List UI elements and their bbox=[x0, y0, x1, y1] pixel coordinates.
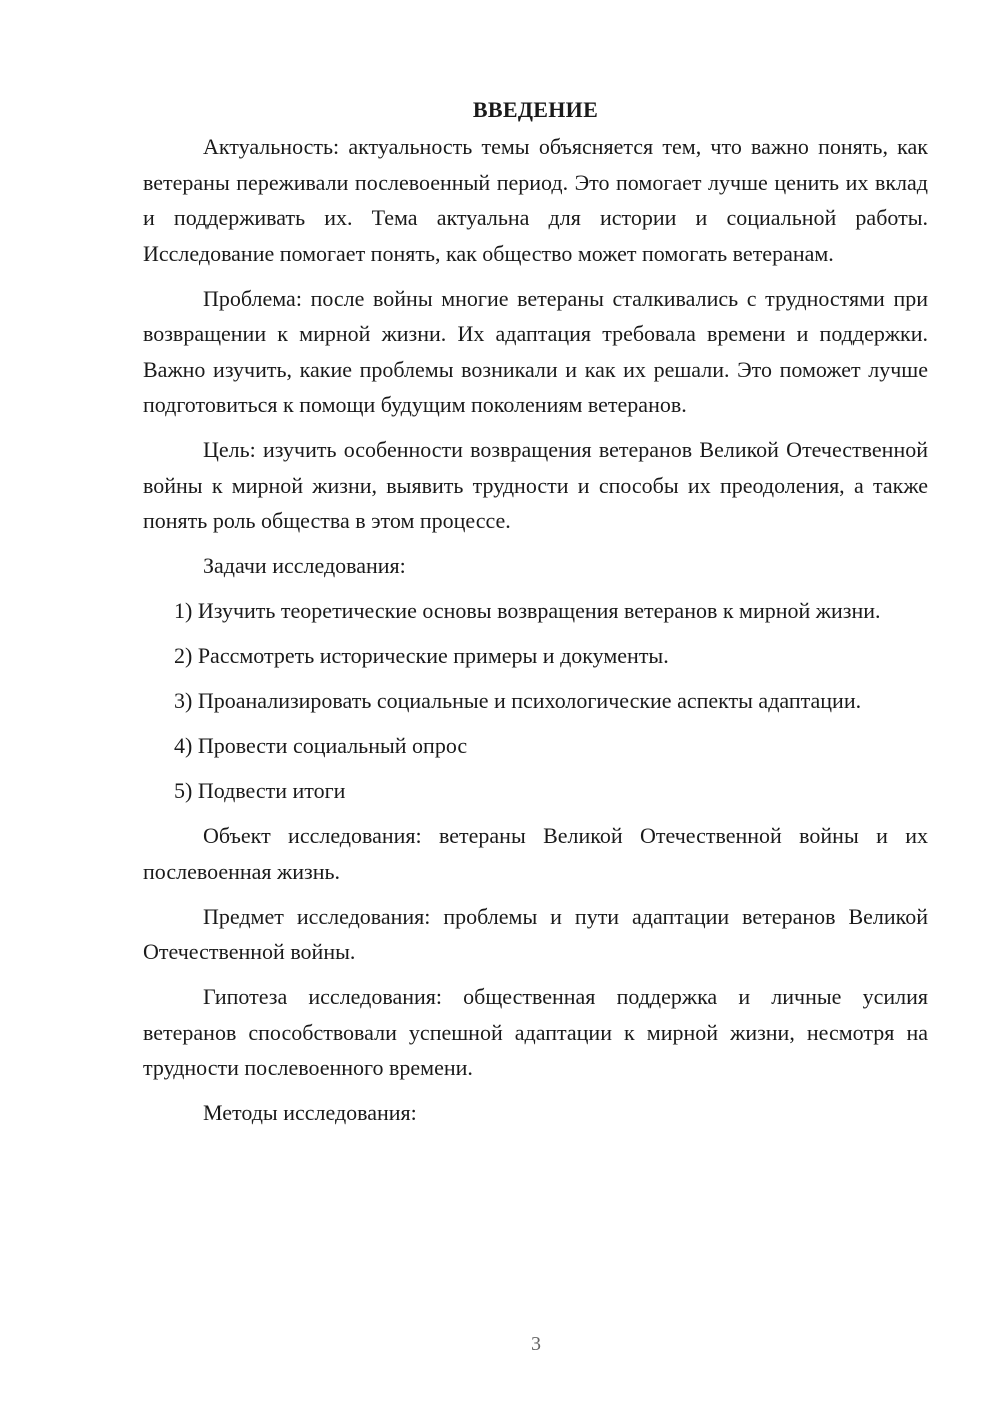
task-item-3: 3) Проанализировать социальные и психологические аспекты адаптации. bbox=[174, 688, 862, 713]
tasks-heading: Задачи исследования: bbox=[203, 553, 406, 578]
document-page bbox=[143, 92, 928, 1140]
page-title: ВВЕДЕНИЕ bbox=[472, 97, 599, 122]
goal-paragraph: Цель: изучить особенности возвращения ветеранов Великой Отечественной войны к мирной жизни, выявить трудности и способы их преодоления, а также понять роль общества в этом процессе. bbox=[143, 437, 928, 533]
page-number: 3 bbox=[531, 1333, 541, 1355]
task-item-4: 4) Провести социальный опрос bbox=[174, 733, 468, 758]
task-item-2: 2) Рассмотреть исторические примеры и документы. bbox=[174, 643, 669, 668]
hypothesis-paragraph: Гипотеза исследования: общественная поддержка и личные усилия ветеранов способствовали успешной адаптации к мирной жизни, несмотря на трудности послевоенного времени. bbox=[143, 984, 928, 1080]
task-item-5: 5) Подвести итоги bbox=[174, 778, 346, 803]
relevance-paragraph: Актуальность: актуальность темы объясняется тем, что важно понять, как ветераны переживали послевоенный период. Это помогает лучше ценить их вклад и поддерживать их. Тема актуальна для истории и социальной работы. Исследование помогает понять, как общество может помогать ветеранам. bbox=[143, 134, 928, 266]
task-item-1: 1) Изучить теоретические основы возвращения ветеранов к мирной жизни. bbox=[174, 598, 881, 623]
subject-paragraph: Предмет исследования: проблемы и пути адаптации ветеранов Великой Отечественной войны. bbox=[143, 903, 928, 964]
object-paragraph: Объект исследования: ветераны Великой Отечественной войны и их послевоенная жизнь. bbox=[143, 823, 928, 884]
problem-paragraph: Проблема: после войны многие ветераны сталкивались с трудностями при возвращении к мирной жизни. Их адаптация требовала времени и поддержки. Важно изучить, какие проблемы возникали и как их решали. Это поможет лучше подготовиться к помощи будущим поколениям ветеранов. bbox=[143, 285, 928, 417]
methods-heading: Методы исследования: bbox=[203, 1100, 417, 1125]
